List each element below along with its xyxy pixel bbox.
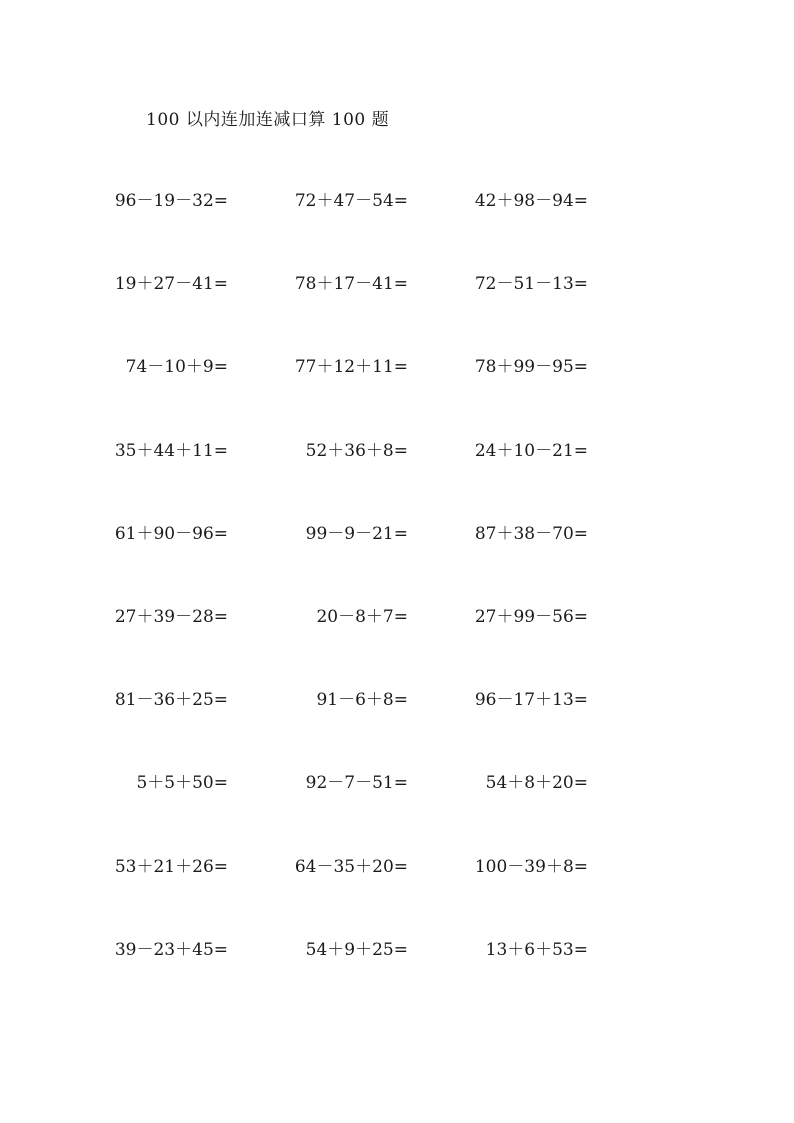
problem-r6-c1: 27＋39－28= [114, 607, 228, 627]
problem-r7-c3: 96－17＋13= [474, 690, 588, 710]
problem-r8-c3: 54＋8＋20= [485, 773, 588, 793]
problem-r7-c2: 91－6＋8= [316, 690, 408, 710]
problem-r10-c2: 54＋9＋25= [305, 940, 408, 960]
problem-r5-c2: 99－9－21= [305, 524, 408, 544]
problem-r9-c3: 100－39＋8= [474, 857, 588, 877]
problem-r8-c2: 92－7－51= [305, 773, 408, 793]
problem-r7-c1: 81－36＋25= [114, 690, 228, 710]
problem-r4-c1: 35＋44＋11= [114, 441, 228, 461]
problem-r3-c1: 74－10＋9= [125, 357, 228, 377]
problem-r6-c2: 20－8＋7= [316, 607, 408, 627]
problem-r2-c1: 19＋27－41= [114, 274, 228, 294]
problem-r6-c3: 27＋99－56= [474, 607, 588, 627]
problem-r2-c2: 78＋17－41= [294, 274, 408, 294]
problem-r1-c1: 96－19－32= [114, 191, 228, 211]
problem-r2-c3: 72－51－13= [474, 274, 588, 294]
problem-r3-c3: 78＋99－95= [474, 357, 588, 377]
problem-r4-c3: 24＋10－21= [474, 441, 588, 461]
problem-r5-c3: 87＋38－70= [474, 524, 588, 544]
problem-r1-c2: 72＋47－54= [294, 191, 408, 211]
problem-r8-c1: 5＋5＋50= [136, 773, 228, 793]
worksheet-title: 100 以内连加连减口算 100 题 [146, 110, 390, 130]
problem-r10-c3: 13＋6＋53= [485, 940, 588, 960]
problem-r10-c1: 39－23＋45= [114, 940, 228, 960]
problem-r9-c1: 53＋21＋26= [114, 857, 228, 877]
problem-r1-c3: 42＋98－94= [474, 191, 588, 211]
problem-r9-c2: 64－35＋20= [294, 857, 408, 877]
problem-r3-c2: 77＋12＋11= [294, 357, 408, 377]
problem-r5-c1: 61＋90－96= [114, 524, 228, 544]
problem-r4-c2: 52＋36＋8= [305, 441, 408, 461]
